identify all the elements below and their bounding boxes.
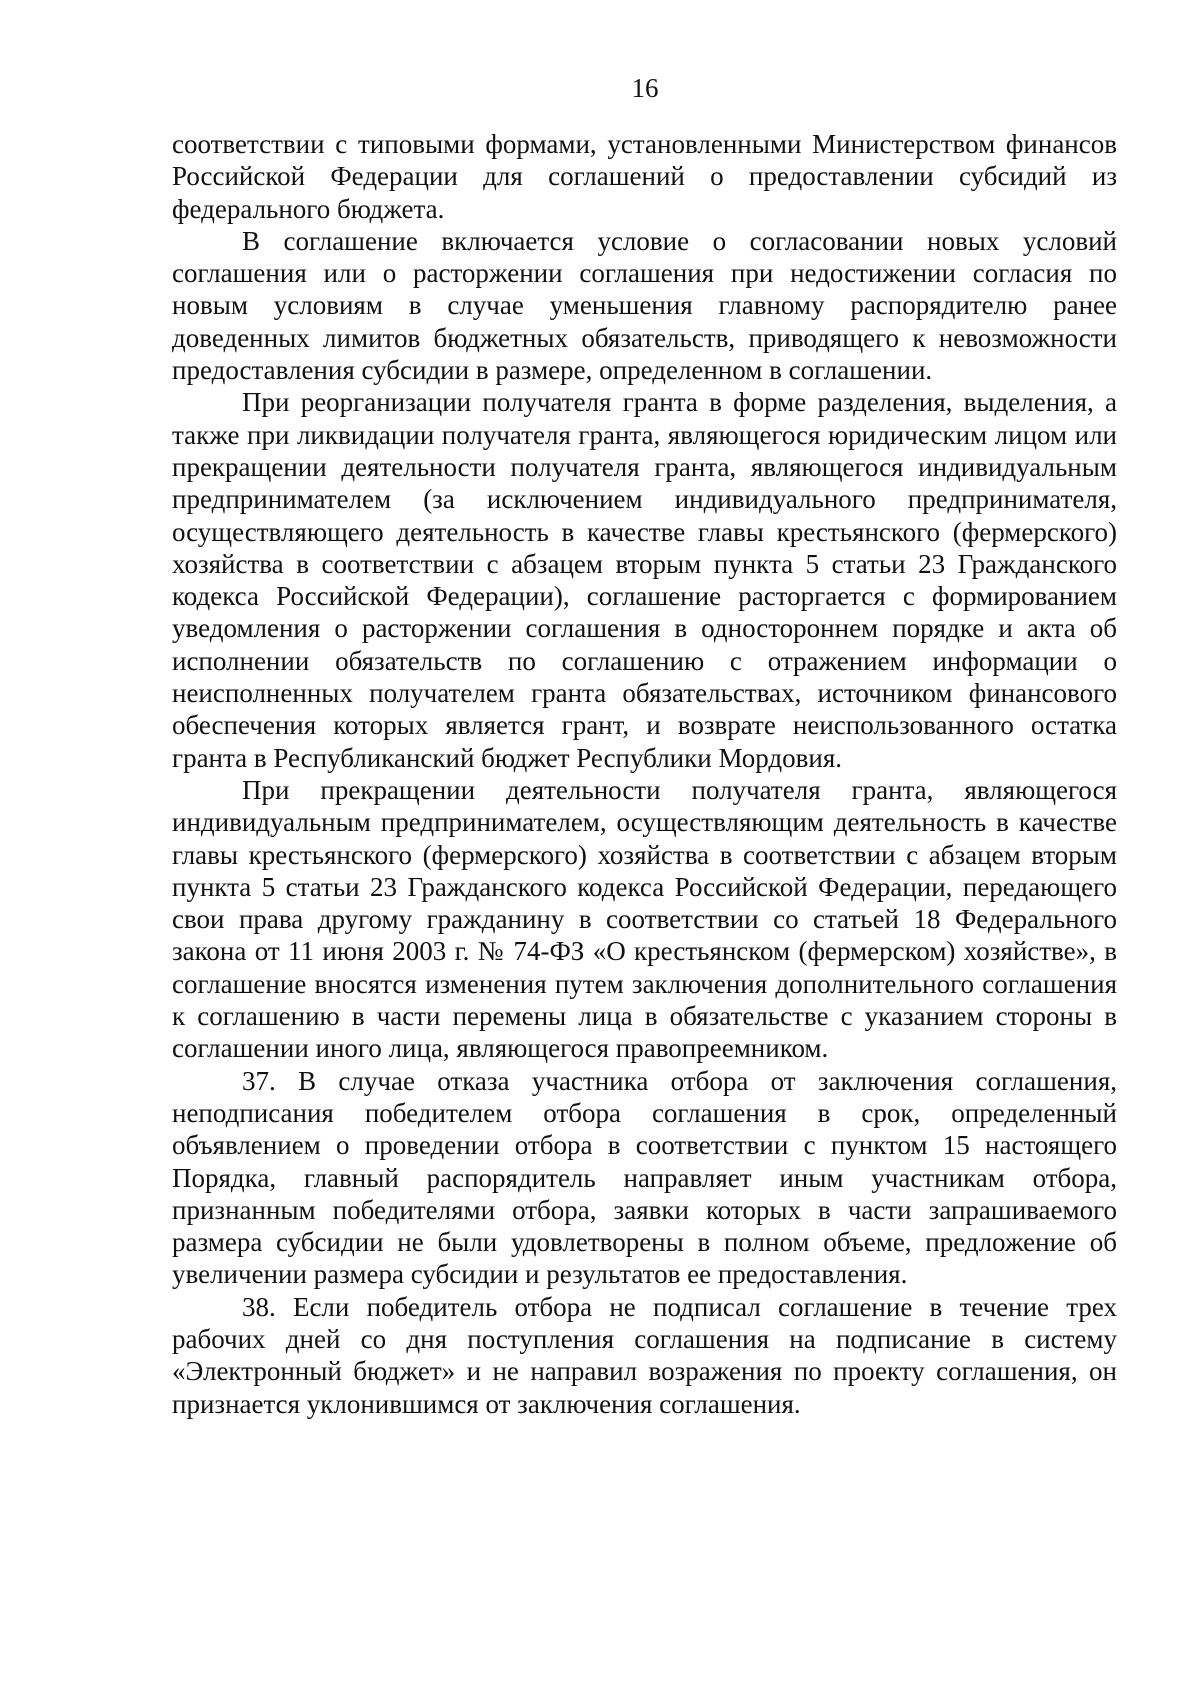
paragraph-termination-activity: При прекращении деятельности получателя гранта, являющегося индивидуальным предпринимателем, осуществляющим деятельность в качестве главы крестьянского (фермерского) хозяйства в соответствии с абзацем вторым пункта 5 статьи 23 Гражданского кодекса Российской Федерации, передающего свои права другому гражданину в соответствии со статьей 18 Федерального закона от 11 июня 2003 г. № 74-ФЗ «О крестьянском (фермерском) хозяйстве», в соглашение вносятся изменения путем заключения дополнительного соглашения к соглашению в части перемены лица в обязательстве с указанием стороны в соглашении иного лица, являющегося правопреемником. xyxy=(172,774,1117,1064)
paragraph-agreement-conditions: В соглашение включается условие о согласовании новых условий соглашения или о расторжении соглашения при недостижении согласия по новым условиям в случае уменьшения главному распорядителю ранее доведенных лимитов бюджетных обязательств, приводящего к невозможности предоставления субсидии в размере, определенном в соглашении. xyxy=(172,225,1117,386)
paragraph-item-37: 37. В случае отказа участника отбора от заключения соглашения, неподписания победителем отбора соглашения в срок, определенный объявлением о проведении отбора в соответствии с пунктом 15 настоящего Порядка, главный распорядитель направляет иным участникам отбора, признанным победителями отбора, заявки которых в части запрашиваемого размера субсидии не были удовлетворены в полном объеме, предложение об увеличении размера субсидии и результатов ее предоставления. xyxy=(172,1065,1117,1290)
document-body xyxy=(172,128,1117,1420)
paragraph-reorganization: При реорганизации получателя гранта в форме разделения, выделения, а также при ликвидации получателя гранта, являющегося юридическим лицом или прекращении деятельности получателя гранта, являющегося индивидуальным предпринимателем (за исключением индивидуального предпринимателя, осуществляющего деятельность в качестве главы крестьянского (фермерского) хозяйства в соответствии с абзацем вторым пункта 5 статьи 23 Гражданского кодекса Российской Федерации), соглашение расторгается с формированием уведомления о расторжении соглашения в одностороннем порядке и акта об исполнении обязательств по соглашению с отражением информации о неисполненных получателем гранта обязательствах, источником финансового обеспечения которых является грант, и возврате неиспользованного остатка гранта в Республиканский бюджет Республики Мордовия. xyxy=(172,387,1117,773)
page-number: 16 xyxy=(631,73,659,103)
paragraph-item-38: 38. Если победитель отбора не подписал соглашение в течение трех рабочих дней со дня поступления соглашения на подписание в систему «Электронный бюджет» и не направил возражения по проекту соглашения, он признается уклонившимся от заключения соглашения. xyxy=(172,1291,1117,1419)
paragraph-continuation: соответствии с типовыми формами, установленными Министерством финансов Российской Федерации для соглашений о предоставлении субсидий из федерального бюджета. xyxy=(172,129,1117,224)
